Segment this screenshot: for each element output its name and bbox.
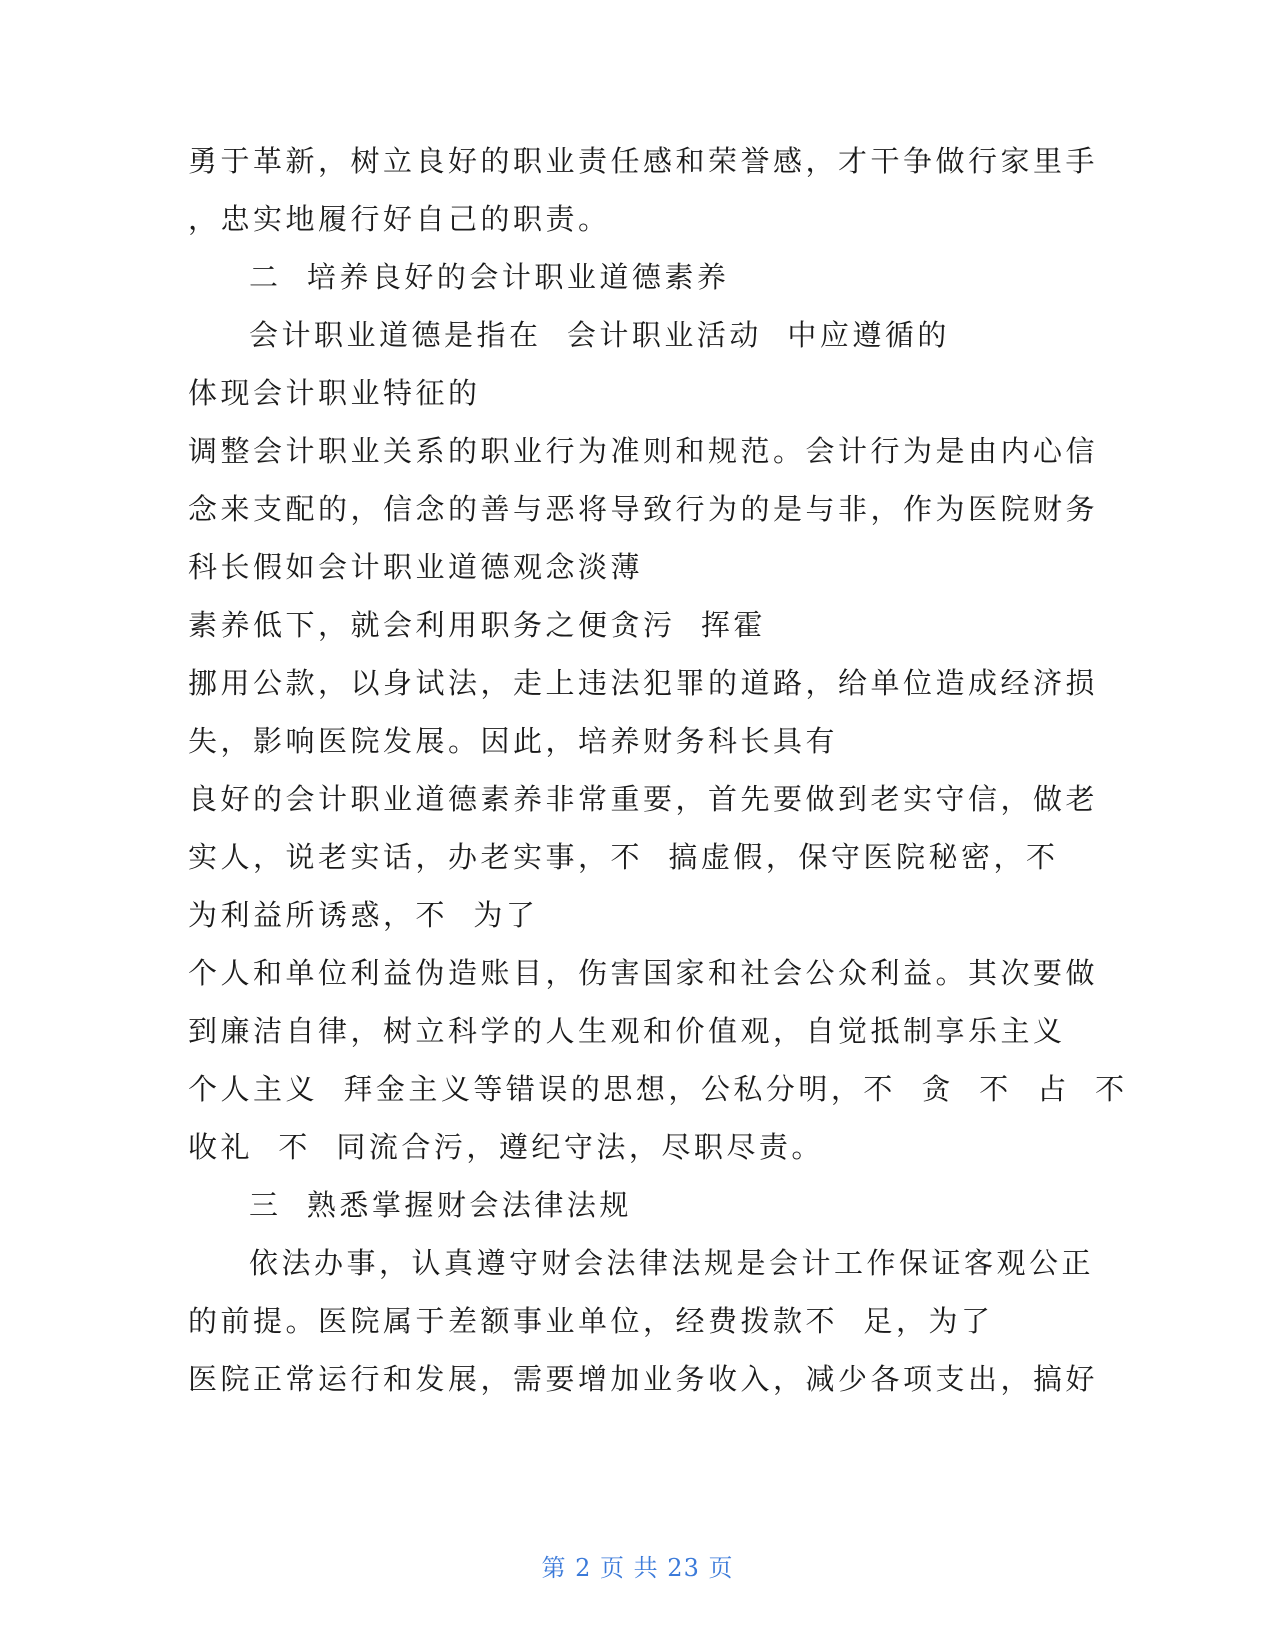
text-line: 的前提。医院属于差额事业单位，经费拨款不 足，为了 [188, 1304, 994, 1338]
text-line: 医院正常运行和发展，需要增加业务收入，减少各项支出，搞好 [188, 1362, 1099, 1396]
text-line: 收礼 不 同流合污，遵纪守法，尽职尽责。 [188, 1130, 824, 1164]
text-line: 会计职业道德是指在 会计职业活动 中应遵循的 [249, 318, 950, 352]
text-line: ，忠实地履行好自己的职责。 [188, 202, 611, 236]
text-line: 科长假如会计职业道德观念淡薄 [188, 550, 644, 584]
text-line: 体现会计职业特征的 [188, 376, 481, 410]
text-line: 挪用公款，以身试法，走上违法犯罪的道路，给单位造成经济损 [188, 666, 1099, 700]
text-line: 个人和单位利益伪造账目，伤害国家和社会公众利益。其次要做 [188, 956, 1099, 990]
text-line: 实人，说老实话，办老实事，不 搞虚假，保守医院秘密，不 [188, 840, 1059, 874]
text-line: 念来支配的，信念的善与恶将导致行为的是与非，作为医院财务 [188, 492, 1099, 526]
text-line: 勇于革新，树立良好的职业责任感和荣誉感，才干争做行家里手 [188, 144, 1099, 178]
text-line: 到廉洁自律，树立科学的人生观和价值观，自觉抵制享乐主义 [188, 1014, 1066, 1048]
text-line: 失，影响医院发展。因此，培养财务科长具有 [188, 724, 839, 758]
section-heading: 三 熟悉掌握财会法律法规 [249, 1188, 632, 1222]
text-line: 良好的会计职业道德素养非常重要，首先要做到老实守信，做老 [188, 782, 1099, 816]
text-line: 个人主义 拜金主义等错误的思想，公私分明，不 贪 不 占 不 [188, 1072, 1128, 1106]
text-line: 调整会计职业关系的职业行为准则和规范。会计行为是由内心信 [188, 434, 1099, 468]
text-line: 依法办事，认真遵守财会法律法规是会计工作保证客观公正 [249, 1246, 1095, 1280]
text-line: 为利益所诱惑，不 为了 [188, 898, 539, 932]
section-heading: 二 培养良好的会计职业道德素养 [249, 260, 730, 294]
text-line: 素养低下，就会利用职务之便贪污 挥霍 [188, 608, 766, 642]
page-number-footer: 第 2 页 共 23 页 [541, 1554, 734, 1582]
